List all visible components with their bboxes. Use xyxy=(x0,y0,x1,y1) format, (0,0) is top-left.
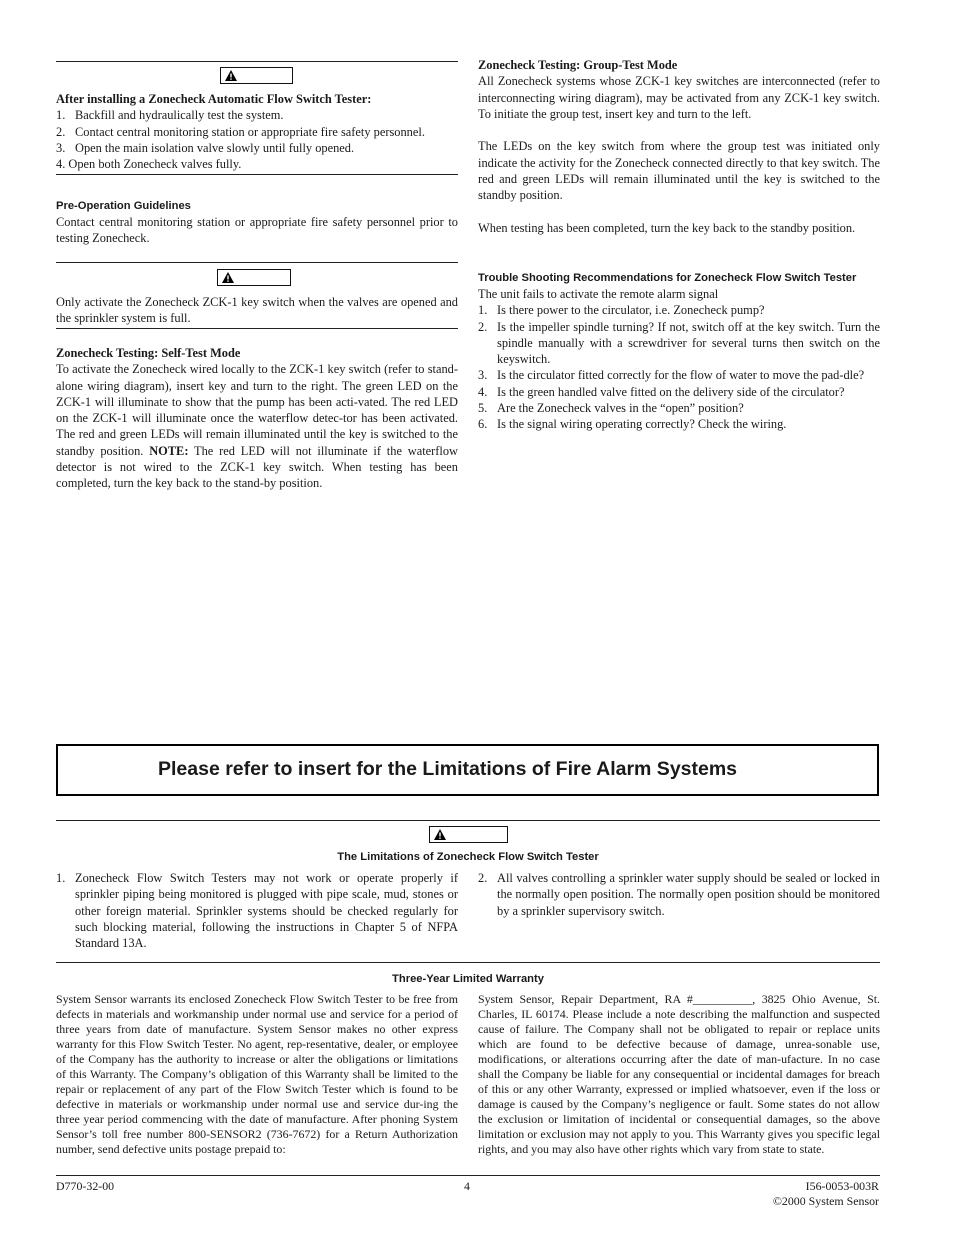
after-install-title: After installing a Zonecheck Automatic Flow Switch Tester: xyxy=(56,92,372,106)
rule-after-install xyxy=(56,174,458,175)
limitations-item-2 xyxy=(478,870,880,919)
self-test-text-a: To activate the Zonecheck wired locally to the ZCK-1 key switch (refer to stand-alone wiring diagram), insert key and turn to the right. The green LED on the ZCK-1 will illuminate to show that the pump has been acti-vated. The red LED on the ZCK-1 will illuminate once the waterflow detec-tor has been activated. The red and green LEDs will remain illuminated until the key is switched to the standby position. xyxy=(56,362,458,458)
footer-copyright: ©2000 System Sensor xyxy=(772,1194,879,1208)
group-test-p1: All Zonecheck systems whose ZCK-1 key switches are interconnected (refer to interconnecting wiring diagram), may be activated from any ZCK-1 key switch. To initiate the group test, insert key and turn to the left. xyxy=(478,74,880,121)
list-item-num: 2. xyxy=(478,319,488,334)
list-item-num: 4. xyxy=(478,384,488,399)
warning-2-section xyxy=(56,294,458,327)
list-item-text: Are the Zonecheck valves in the “open” position? xyxy=(497,401,744,416)
page-number: 4 xyxy=(464,1179,470,1193)
list-item-text: Is the green handled valve fitted on the delivery side of the circulator? xyxy=(497,384,845,399)
warning-box-2 xyxy=(217,269,291,286)
warranty-right: System Sensor, Repair Department, RA #__________, 3825 Ohio Avenue, St. Charles, IL 60174. Please include a note describing the malfunction and suspected cause of failure. The Company shall not be obligated to repair or replace units which are found to be defective because of damage, unrea-sonable use, modifications, or alterations occurring after the date of man-ufacture. In no case shall the Company be liable for any consequential or incidental damages for breach of this or any other Warranty, expressed or implied whatsoever, even if the loss or damage is caused by the Company’s negligence or fault. Some states do not allow the exclusion or limitation of incidental or consequential damages, so the above limitation or exclusion may not apply to you. This Warranty gives you specific legal rights, and you may also have other rights which vary from state to state. xyxy=(478,992,880,1156)
list-item-num: 1. xyxy=(56,108,66,123)
rule-warning-2-bottom xyxy=(56,328,458,329)
list-item-text: Is the impeller spindle turning? If not, switch off at the key switch. Turn the spindle manually with a screwdriver for several turns then switch on the keyswitch. xyxy=(497,319,880,367)
warning-2-text: Only activate the Zonecheck ZCK-1 key switch when the valves are opened and the sprinkler system is full. xyxy=(56,295,458,326)
list-item-num: 5. xyxy=(478,401,488,416)
rule-warning-2-top xyxy=(56,262,458,263)
list-item xyxy=(478,400,880,416)
list-item xyxy=(478,870,880,919)
list-item xyxy=(56,870,458,951)
self-test-text-b: The red LED will not illuminate if the waterflow detector is not wired to the ZCK-1 key switch. When testing has been completed, turn the key back to the stand-by position. xyxy=(56,443,458,491)
pre-operation-text: Contact central monitoring station or appropriate fire safety personnel prior to testing Zonecheck. xyxy=(56,215,458,246)
footer-right xyxy=(640,1179,879,1209)
list-item-text: Open the main isolation valve slowly until fully opened. xyxy=(75,140,355,155)
pre-operation-title: Pre-Operation Guidelines xyxy=(56,200,191,212)
list-item-num: 1. xyxy=(56,871,66,885)
list-item-num: 1. xyxy=(478,303,488,318)
list-item xyxy=(478,384,880,400)
after-install-list xyxy=(56,107,458,156)
list-item xyxy=(478,302,880,318)
limitations-item-1 xyxy=(56,870,458,951)
after-install-item-4: 4. Open both Zonecheck valves fully. xyxy=(56,157,242,172)
warning-box-1 xyxy=(220,67,293,84)
warning-triangle-icon xyxy=(222,272,234,283)
list-item-num: 6. xyxy=(478,417,488,432)
list-item-text: Is there power to the circulator, i.e. Zonecheck pump? xyxy=(497,303,765,318)
banner-text: Please refer to insert for the Limitations of Fire Alarm Systems xyxy=(158,758,738,780)
group-test-p2: The LEDs on the key switch from where the group test was initiated only indicate the activity for the Zonecheck connected directly to that key switch. The red and green LEDs will remain illuminated until the key is switched to the standby position. xyxy=(478,139,880,203)
list-item-text: All valves controlling a sprinkler water supply should be sealed or locked in the normally open position. The normally open position should be monitored by a sprinkler supervisory switch. xyxy=(497,871,880,918)
trouble-list xyxy=(478,302,880,432)
warning-triangle-icon xyxy=(225,70,237,81)
warranty-title: Three-Year Limited Warranty xyxy=(392,973,544,985)
pre-operation-section xyxy=(56,198,458,247)
list-item-num: 2. xyxy=(56,124,66,139)
list-item-text: Contact central monitoring station or appropriate fire safety personnel. xyxy=(75,124,425,139)
list-item xyxy=(56,140,458,156)
warranty-left: System Sensor warrants its enclosed Zonecheck Flow Switch Tester to be free from defects in materials and workmanship under normal use and service for a period of three years from date of manufacture. System Sensor makes no other express warranty for this Flow Switch Tester. No agent, rep-resentative, dealer, or employee of the Company has the authority to increase or alter the obligations or limitations of this Warranty. The Company’s obligation of this Warranty shall be limited to the repair or replacement of any part of the Flow Switch Tester which is found to be defective in materials or workmanship under normal use and service dur-ing the three year period commencing with the date of manufacture. After phoning System Sensor’s toll free number 800-SENSOR2 (736-7672) for a Return Authorization number, send defective units postage prepaid to: xyxy=(56,992,458,1156)
footer-left: D770-32-00 xyxy=(56,1179,115,1193)
limitations-title: The Limitations of Zonecheck Flow Switch Tester xyxy=(337,851,599,863)
top-rule-left xyxy=(56,61,458,62)
group-test-title: Zonecheck Testing: Group-Test Mode xyxy=(478,58,678,72)
self-test-note-label: NOTE: xyxy=(149,443,189,458)
warning-box-3 xyxy=(429,826,508,843)
list-item xyxy=(56,107,458,123)
group-test-section xyxy=(478,57,880,236)
self-test-section xyxy=(56,345,458,492)
list-item xyxy=(478,319,880,368)
group-test-p3: When testing has been completed, turn the key back to the standby position. xyxy=(478,220,856,235)
rule-warranty-top xyxy=(56,962,880,963)
self-test-text xyxy=(56,361,458,491)
list-item xyxy=(478,416,880,432)
after-install-section xyxy=(56,91,458,172)
self-test-title: Zonecheck Testing: Self-Test Mode xyxy=(56,346,241,360)
list-item-text: Zonecheck Flow Switch Testers may not work or operate properly if sprinkler piping being monitored is plugged with pipe scale, mud, stones or other foreign material. Sprinkler systems should be checked regularly for such blocking material, following the instructions in Chapter 5 of NFPA Standard 13A. xyxy=(75,871,458,951)
rule-limitations-top xyxy=(56,820,880,821)
list-item-text: Backfill and hydraulically test the system. xyxy=(75,108,284,123)
trouble-section xyxy=(478,270,880,433)
footer-rule xyxy=(56,1175,880,1176)
list-item-text: Is the signal wiring operating correctly? Check the wiring. xyxy=(497,417,787,432)
footer-doc-number: I56-0053-003R xyxy=(805,1179,879,1193)
trouble-intro: The unit fails to activate the remote alarm signal xyxy=(478,287,719,301)
limitations-banner xyxy=(56,744,879,796)
warning-triangle-icon xyxy=(434,829,446,840)
list-item-text: Is the circulator fitted correctly for the flow of water to move the pad-dle? xyxy=(497,368,865,383)
trouble-title: Trouble Shooting Recommendations for Zonecheck Flow Switch Tester xyxy=(478,272,857,284)
list-item-num: 2. xyxy=(478,871,488,885)
list-item-num: 3. xyxy=(478,368,488,383)
list-item xyxy=(478,367,880,383)
list-item-num: 3. xyxy=(56,140,66,155)
list-item xyxy=(56,124,458,140)
